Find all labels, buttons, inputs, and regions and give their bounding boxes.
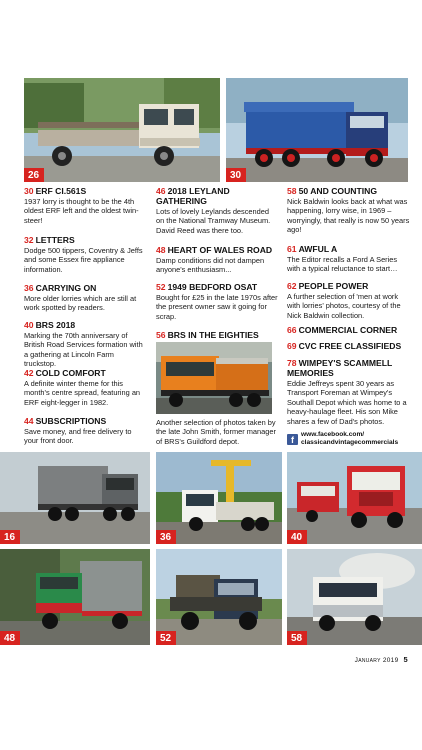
photo-bedford-osat — [156, 549, 282, 645]
article-awful-a[interactable] — [287, 244, 411, 274]
article-heart-of-wales-road[interactable] — [156, 245, 280, 275]
article-title: 44 SUBSCRIPTIONS — [24, 416, 107, 426]
photo-blue-tanker-lorry — [226, 78, 408, 182]
facebook-url-line2: classicandvintagecommercials — [301, 439, 399, 446]
article-summary: Eddie Jeffreys spent 30 years as Transport Foreman at Wimpey's Southall Depot which was home to a heavy-haulage fleet. His son Mike shares a few of Dad's photos. — [287, 379, 407, 426]
photo-page-number: 58 — [287, 631, 307, 645]
article-brs-eighties[interactable] — [156, 330, 280, 340]
page-number: 5 — [403, 655, 408, 664]
photo-page-number: 36 — [156, 530, 176, 544]
article-title: 30 ERF CI.561S — [24, 186, 87, 196]
article-summary: Another selection of photos taken by the late John Smith, former manager of BRS's Guildford depot. — [156, 418, 276, 446]
article-bedford-osat[interactable] — [156, 282, 278, 321]
article-title: 78 WIMPEY'S SCAMMELL MEMORIES — [287, 358, 393, 378]
article-title: 62 PEOPLE POWER — [287, 281, 369, 291]
photo-orange-brs-lorry — [156, 342, 272, 414]
facebook-icon: f — [287, 434, 298, 445]
issue-date: January 2019 — [354, 657, 399, 664]
article-summary: The Editor recalls a Ford A Series with a typical reluctance to start… — [287, 255, 398, 274]
article-commercial-corner[interactable] — [287, 325, 411, 335]
article-title: 46 2018 LEYLAND GATHERING — [156, 186, 230, 206]
article-summary: Damp conditions did not dampen anyone's enthusiasm... — [156, 256, 265, 275]
page-footer — [355, 655, 408, 664]
article-title: 56 BRS IN THE EIGHTIES — [156, 330, 259, 340]
article-summary: 1937 lorry is thought to be the 4th oldest ERF left and the oldest twin-steer! — [24, 197, 139, 225]
article-summary: A further selection of 'men at work with lorries' photos, courtesy of the Nick Baldwin collection. — [287, 292, 401, 320]
article-brs-2018[interactable] — [24, 320, 148, 369]
facebook-link[interactable] — [287, 431, 398, 447]
article-subscriptions[interactable] — [24, 416, 144, 446]
article-carrying-on[interactable] — [24, 283, 144, 313]
article-summary: Marking the 70th anniversary of British Road Services formation with a gathering at Lincoln Farm truckstop. — [24, 331, 143, 369]
facebook-url-line1: www.facebook.com/ — [301, 431, 365, 438]
article-title: 32 LETTERS — [24, 235, 75, 245]
article-cvc-free-classifieds[interactable] — [287, 341, 411, 351]
article-wimpeys-scammell[interactable] — [287, 358, 411, 426]
article-title: 40 BRS 2018 — [24, 320, 76, 330]
article-50-and-counting[interactable] — [287, 186, 411, 235]
article-letters[interactable] — [24, 235, 144, 274]
photo-mixer-lorry — [287, 549, 422, 645]
article-leyland-gathering[interactable] — [156, 186, 278, 235]
photo-green-red-box-lorry — [0, 549, 150, 645]
photo-page-number: 16 — [0, 530, 20, 544]
article-title: 61 AWFUL A — [287, 244, 338, 254]
article-summary: Bought for £25 in the late 1970s after the present owner saw it going for scrap. — [156, 293, 278, 321]
photo-red-brs-lorries — [287, 452, 422, 544]
article-title: 58 50 AND COUNTING — [287, 186, 378, 196]
photo-page-number: 52 — [156, 631, 176, 645]
article-summary: Save money, and free delivery to your front door. — [24, 427, 132, 446]
photo-crane-lorry — [156, 452, 282, 544]
article-title: 48 HEART OF WALES ROAD — [156, 245, 273, 255]
article-title: 52 1949 BEDFORD OSAT — [156, 282, 258, 292]
article-summary: Lots of lovely Leylands descended on the National Tramway Museum. David Reed was there too. — [156, 207, 271, 235]
photo-grey-tipper-lorry — [0, 452, 150, 544]
article-cold-comfort[interactable] — [24, 368, 144, 407]
photo-page-number: 30 — [226, 168, 246, 182]
photo-erf-flatbed-lorry — [24, 78, 220, 182]
article-summary: A definite winter theme for this month's centre spread, featuring an ERF eight-legger in 1982. — [24, 379, 141, 407]
article-people-power[interactable] — [287, 281, 411, 320]
article-brs-eighties-summary — [156, 417, 280, 446]
article-title: 69 CVC FREE CLASSIFIEDS — [287, 341, 402, 351]
article-title: 66 COMMERCIAL CORNER — [287, 325, 398, 335]
photo-page-number: 40 — [287, 530, 307, 544]
article-erf-ci561s[interactable] — [24, 186, 144, 225]
article-summary: Nick Baldwin looks back at what was happening, lorry wise, in 1969 – worryingly, that really is now 50 years ago! — [287, 197, 410, 235]
photo-page-number: 48 — [0, 631, 20, 645]
photo-page-number: 26 — [24, 168, 44, 182]
article-summary: Dodge 500 tippers, Coventry & Jeffs and some Essex fire appliance information. — [24, 246, 143, 274]
article-title: 36 CARRYING ON — [24, 283, 97, 293]
article-summary: More older lorries which are still at work spotted by readers. — [24, 294, 137, 313]
article-title: 42 COLD COMFORT — [24, 368, 106, 378]
